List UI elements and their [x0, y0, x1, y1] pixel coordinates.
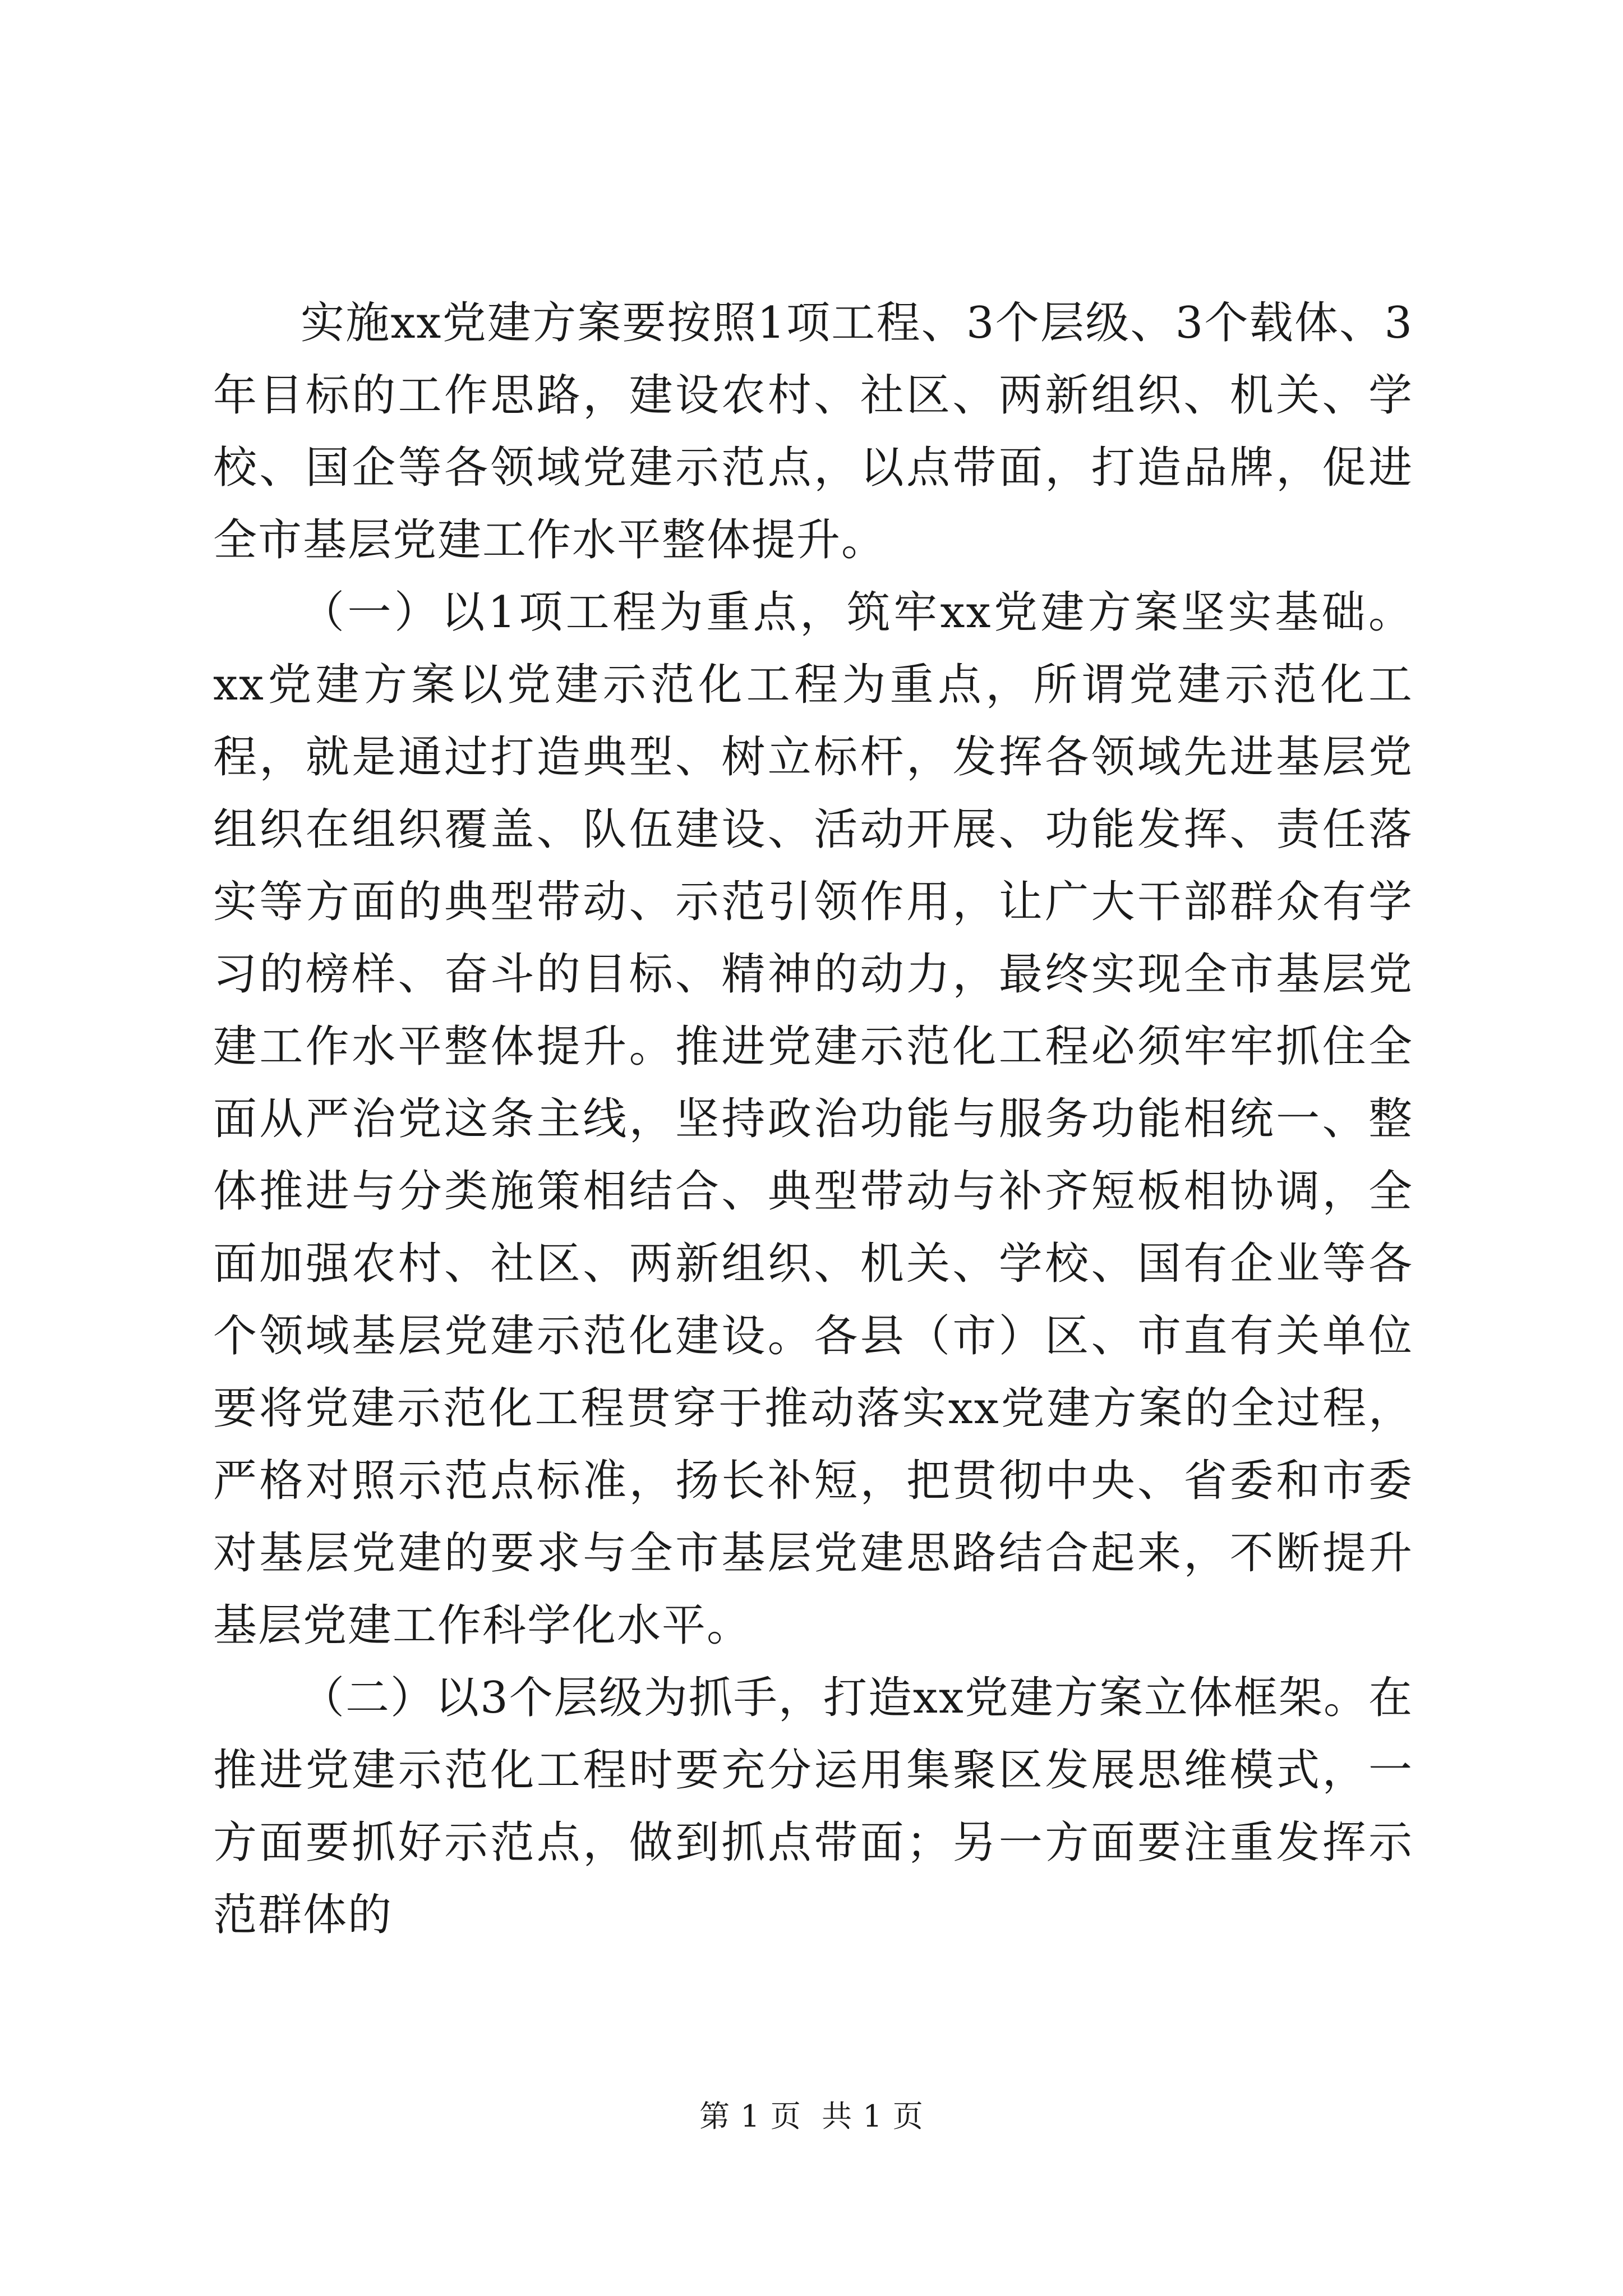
page-footer [0, 2097, 1623, 2136]
page-number-label: 第 1 页 共 1 页 [699, 2099, 924, 2134]
paragraph-intro: 实施xx党建方案要按照1项工程、3个层级、3个载体、3年目标的工作思路，建设农村、社区、两新组织、机关、学校、国企等各领域党建示范点，以点带面，打造品牌，促进全市基层党建工作水平整体提升。 [213, 298, 1413, 565]
document-body [213, 287, 1413, 1952]
paragraph-section-two: （二）以3个层级为抓手，打造xx党建方案立体框架。在推进党建示范化工程时要充分运用集聚区发展思维模式，一方面要抓好示范点，做到抓点带面；另一方面要注重发挥示范群体的 [213, 1673, 1413, 1940]
paragraph-section-one: （一）以1项工程为重点，筑牢xx党建方案坚实基础。xx党建方案以党建示范化工程为重点，所谓党建示范化工程，就是通过打造典型、树立标杆，发挥各领域先进基层党组织在组织覆盖、队伍建设、活动开展、功能发挥、责任落实等方面的典型带动、示范引领作用，让广大干部群众有学习的榜样、奋斗的目标、精神的动力，最终实现全市基层党建工作水平整体提升。推进党建示范化工程必须牢牢抓住全面从严治党这条主线，坚持政治功能与服务功能相统一、整体推进与分类施策相结合、典型带动与补齐短板相协调，全面加强农村、社区、两新组织、机关、学校、国有企业等各个领域基层党建示范化建设。各县（市）区、市直有关单位要将党建示范化工程贯穿于推动落实xx党建方案的全过程，严格对照示范点标准，扬长补短，把贯彻中央、省委和市委对基层党建的要求与全市基层党建思路结合起来，不断提升基层党建工作科学化水平。 [213, 587, 1413, 1651]
